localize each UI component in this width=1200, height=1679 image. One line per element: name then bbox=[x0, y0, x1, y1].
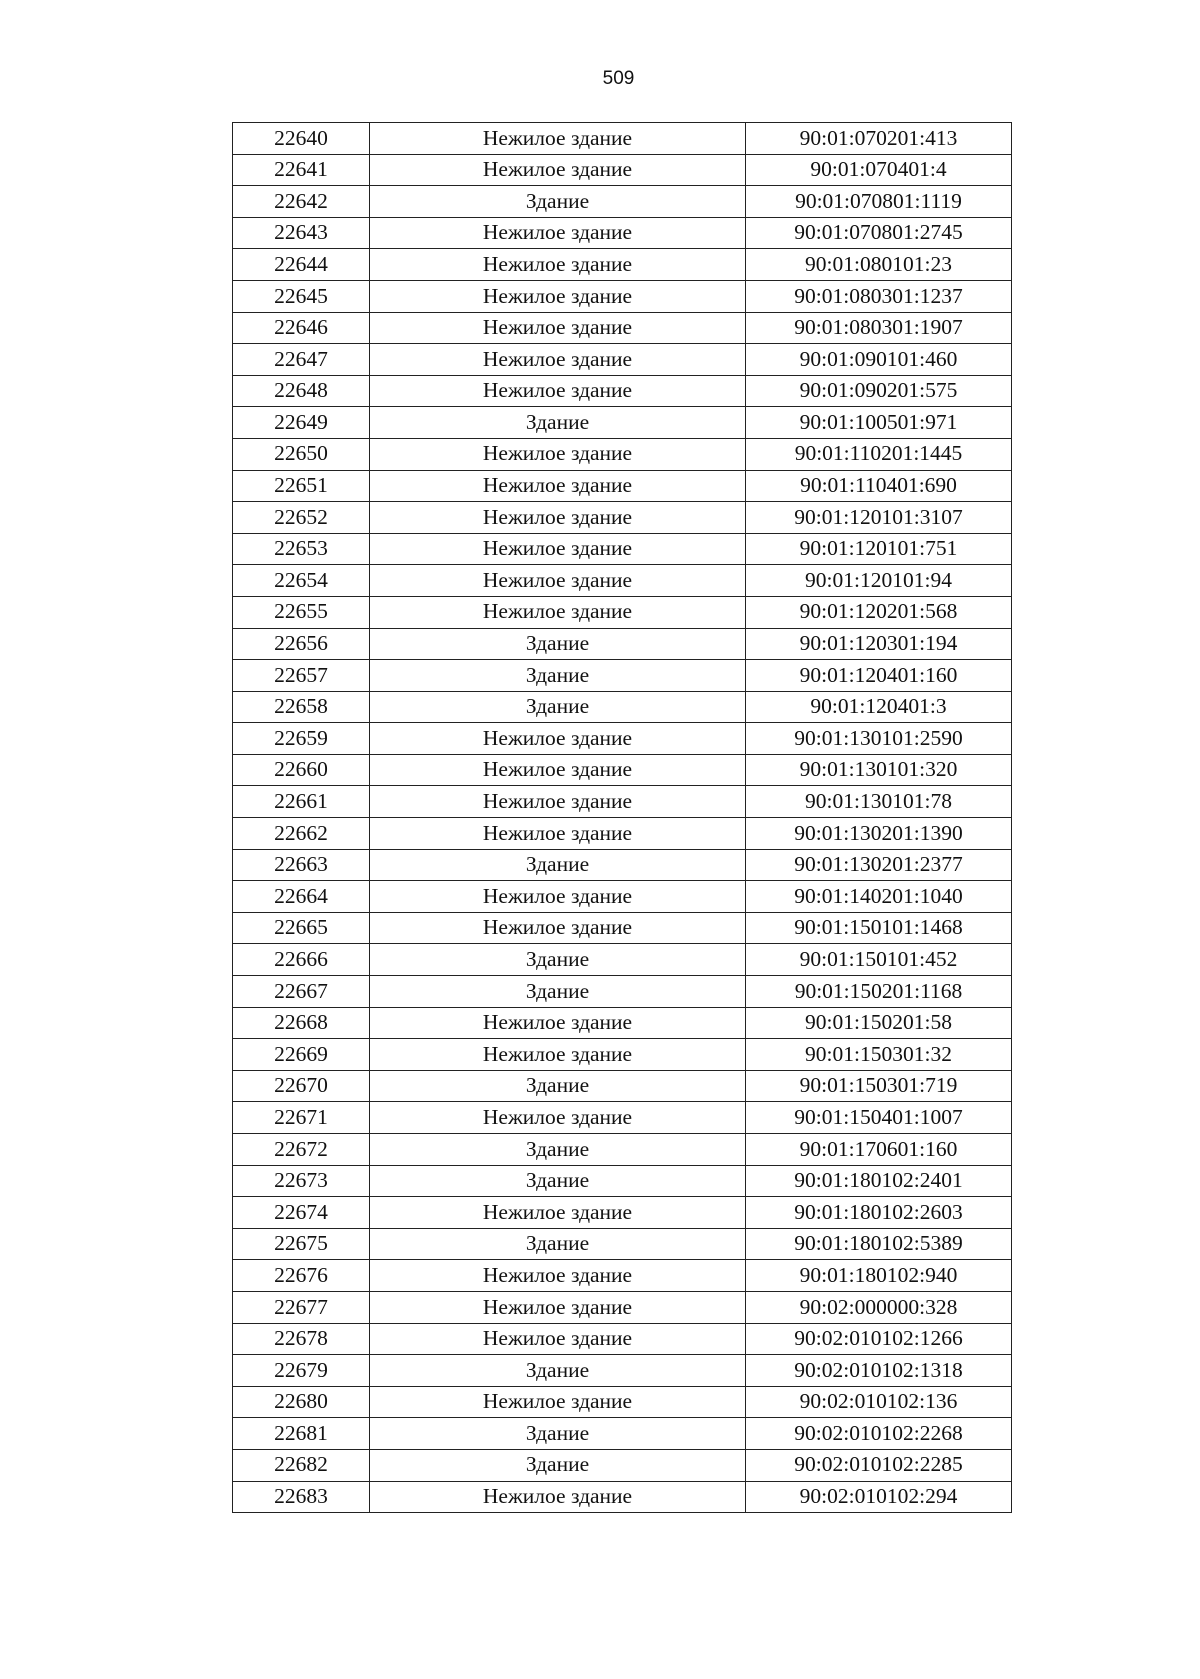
object-type-cell: Здание bbox=[370, 660, 746, 692]
object-type-cell: Нежилое здание bbox=[370, 375, 746, 407]
cadastral-number-cell: 90:01:180102:940 bbox=[746, 1260, 1012, 1292]
table-row bbox=[233, 1134, 1012, 1166]
object-type-cell: Здание bbox=[370, 1228, 746, 1260]
row-number-cell: 22657 bbox=[233, 660, 370, 692]
row-number-cell: 22664 bbox=[233, 881, 370, 913]
cadastral-number-cell: 90:01:150401:1007 bbox=[746, 1102, 1012, 1134]
cadastral-number-cell: 90:01:120101:751 bbox=[746, 533, 1012, 565]
table-row bbox=[233, 186, 1012, 218]
object-type-cell: Здание bbox=[370, 944, 746, 976]
cadastral-number-cell: 90:02:010102:294 bbox=[746, 1481, 1012, 1513]
table-row bbox=[233, 786, 1012, 818]
cadastral-number-cell: 90:01:130201:1390 bbox=[746, 818, 1012, 850]
object-type-cell: Нежилое здание bbox=[370, 1291, 746, 1323]
object-type-cell: Нежилое здание bbox=[370, 249, 746, 281]
row-number-cell: 22666 bbox=[233, 944, 370, 976]
row-number-cell: 22640 bbox=[233, 123, 370, 155]
table-row bbox=[233, 976, 1012, 1008]
object-type-cell: Нежилое здание bbox=[370, 470, 746, 502]
object-type-cell: Здание bbox=[370, 1070, 746, 1102]
object-type-cell: Здание bbox=[370, 407, 746, 439]
object-type-cell: Нежилое здание bbox=[370, 723, 746, 755]
row-number-cell: 22676 bbox=[233, 1260, 370, 1292]
row-number-cell: 22650 bbox=[233, 438, 370, 470]
object-type-cell: Нежилое здание bbox=[370, 1007, 746, 1039]
table-row bbox=[233, 1228, 1012, 1260]
row-number-cell: 22644 bbox=[233, 249, 370, 281]
property-registry-table bbox=[232, 122, 1012, 1513]
object-type-cell: Здание bbox=[370, 849, 746, 881]
table-row bbox=[233, 818, 1012, 850]
cadastral-number-cell: 90:01:150101:1468 bbox=[746, 912, 1012, 944]
table-row bbox=[233, 881, 1012, 913]
row-number-cell: 22642 bbox=[233, 186, 370, 218]
cadastral-number-cell: 90:01:070401:4 bbox=[746, 154, 1012, 186]
object-type-cell: Нежилое здание bbox=[370, 1102, 746, 1134]
table-row bbox=[233, 502, 1012, 534]
table-row bbox=[233, 438, 1012, 470]
row-number-cell: 22671 bbox=[233, 1102, 370, 1134]
cadastral-number-cell: 90:02:010102:1266 bbox=[746, 1323, 1012, 1355]
cadastral-number-cell: 90:02:010102:1318 bbox=[746, 1355, 1012, 1387]
object-type-cell: Нежилое здание bbox=[370, 1197, 746, 1229]
cadastral-number-cell: 90:01:120101:94 bbox=[746, 565, 1012, 597]
table-row bbox=[233, 723, 1012, 755]
object-type-cell: Нежилое здание bbox=[370, 502, 746, 534]
row-number-cell: 22670 bbox=[233, 1070, 370, 1102]
row-number-cell: 22682 bbox=[233, 1449, 370, 1481]
cadastral-number-cell: 90:01:150301:32 bbox=[746, 1039, 1012, 1071]
row-number-cell: 22669 bbox=[233, 1039, 370, 1071]
row-number-cell: 22652 bbox=[233, 502, 370, 534]
cadastral-number-cell: 90:01:080301:1237 bbox=[746, 280, 1012, 312]
table-row bbox=[233, 344, 1012, 376]
object-type-cell: Нежилое здание bbox=[370, 596, 746, 628]
object-type-cell: Здание bbox=[370, 628, 746, 660]
row-number-cell: 22674 bbox=[233, 1197, 370, 1229]
object-type-cell: Нежилое здание bbox=[370, 818, 746, 850]
row-number-cell: 22651 bbox=[233, 470, 370, 502]
table-row bbox=[233, 280, 1012, 312]
cadastral-number-cell: 90:01:150201:1168 bbox=[746, 976, 1012, 1008]
object-type-cell: Нежилое здание bbox=[370, 1386, 746, 1418]
row-number-cell: 22658 bbox=[233, 691, 370, 723]
object-type-cell: Здание bbox=[370, 1449, 746, 1481]
row-number-cell: 22655 bbox=[233, 596, 370, 628]
table-row bbox=[233, 123, 1012, 155]
object-type-cell: Нежилое здание bbox=[370, 754, 746, 786]
table-row bbox=[233, 1449, 1012, 1481]
row-number-cell: 22649 bbox=[233, 407, 370, 439]
cadastral-number-cell: 90:01:080301:1907 bbox=[746, 312, 1012, 344]
object-type-cell: Здание bbox=[370, 691, 746, 723]
table-row bbox=[233, 1039, 1012, 1071]
table-row bbox=[233, 1355, 1012, 1387]
table-row bbox=[233, 565, 1012, 597]
cadastral-number-cell: 90:02:000000:328 bbox=[746, 1291, 1012, 1323]
row-number-cell: 22648 bbox=[233, 375, 370, 407]
row-number-cell: 22661 bbox=[233, 786, 370, 818]
object-type-cell: Нежилое здание bbox=[370, 1260, 746, 1292]
table-row bbox=[233, 691, 1012, 723]
table-row bbox=[233, 596, 1012, 628]
row-number-cell: 22643 bbox=[233, 217, 370, 249]
row-number-cell: 22668 bbox=[233, 1007, 370, 1039]
object-type-cell: Нежилое здание bbox=[370, 438, 746, 470]
object-type-cell: Нежилое здание bbox=[370, 123, 746, 155]
object-type-cell: Нежилое здание bbox=[370, 565, 746, 597]
object-type-cell: Здание bbox=[370, 1165, 746, 1197]
row-number-cell: 22653 bbox=[233, 533, 370, 565]
object-type-cell: Нежилое здание bbox=[370, 217, 746, 249]
cadastral-number-cell: 90:01:120401:160 bbox=[746, 660, 1012, 692]
object-type-cell: Нежилое здание bbox=[370, 533, 746, 565]
object-type-cell: Нежилое здание bbox=[370, 344, 746, 376]
row-number-cell: 22677 bbox=[233, 1291, 370, 1323]
table-row bbox=[233, 1291, 1012, 1323]
row-number-cell: 22675 bbox=[233, 1228, 370, 1260]
cadastral-number-cell: 90:01:180102:2603 bbox=[746, 1197, 1012, 1229]
row-number-cell: 22659 bbox=[233, 723, 370, 755]
cadastral-number-cell: 90:02:010102:2285 bbox=[746, 1449, 1012, 1481]
table-row bbox=[233, 217, 1012, 249]
row-number-cell: 22672 bbox=[233, 1134, 370, 1166]
cadastral-number-cell: 90:01:120401:3 bbox=[746, 691, 1012, 723]
table-row bbox=[233, 1386, 1012, 1418]
cadastral-number-cell: 90:01:070801:1119 bbox=[746, 186, 1012, 218]
table-row bbox=[233, 249, 1012, 281]
row-number-cell: 22680 bbox=[233, 1386, 370, 1418]
table-row bbox=[233, 912, 1012, 944]
object-type-cell: Здание bbox=[370, 1355, 746, 1387]
row-number-cell: 22663 bbox=[233, 849, 370, 881]
cadastral-number-cell: 90:01:180102:5389 bbox=[746, 1228, 1012, 1260]
table-row bbox=[233, 407, 1012, 439]
row-number-cell: 22641 bbox=[233, 154, 370, 186]
cadastral-number-cell: 90:01:120101:3107 bbox=[746, 502, 1012, 534]
object-type-cell: Нежилое здание bbox=[370, 912, 746, 944]
table-row bbox=[233, 533, 1012, 565]
cadastral-number-cell: 90:01:100501:971 bbox=[746, 407, 1012, 439]
table-row bbox=[233, 375, 1012, 407]
cadastral-number-cell: 90:01:150201:58 bbox=[746, 1007, 1012, 1039]
cadastral-number-cell: 90:01:130101:2590 bbox=[746, 723, 1012, 755]
row-number-cell: 22679 bbox=[233, 1355, 370, 1387]
table-row bbox=[233, 312, 1012, 344]
object-type-cell: Здание bbox=[370, 186, 746, 218]
cadastral-number-cell: 90:01:140201:1040 bbox=[746, 881, 1012, 913]
cadastral-number-cell: 90:01:120301:194 bbox=[746, 628, 1012, 660]
row-number-cell: 22673 bbox=[233, 1165, 370, 1197]
cadastral-number-cell: 90:01:180102:2401 bbox=[746, 1165, 1012, 1197]
table-row bbox=[233, 1260, 1012, 1292]
table-row bbox=[233, 1197, 1012, 1229]
table-row bbox=[233, 1481, 1012, 1513]
cadastral-number-cell: 90:01:150101:452 bbox=[746, 944, 1012, 976]
object-type-cell: Здание bbox=[370, 976, 746, 1008]
cadastral-number-cell: 90:01:090201:575 bbox=[746, 375, 1012, 407]
row-number-cell: 22665 bbox=[233, 912, 370, 944]
object-type-cell: Нежилое здание bbox=[370, 280, 746, 312]
cadastral-number-cell: 90:01:130101:320 bbox=[746, 754, 1012, 786]
cadastral-number-cell: 90:01:130101:78 bbox=[746, 786, 1012, 818]
object-type-cell: Нежилое здание bbox=[370, 312, 746, 344]
row-number-cell: 22662 bbox=[233, 818, 370, 850]
cadastral-number-cell: 90:01:170601:160 bbox=[746, 1134, 1012, 1166]
page-number: 509 bbox=[602, 68, 635, 89]
row-number-cell: 22660 bbox=[233, 754, 370, 786]
cadastral-number-cell: 90:01:070201:413 bbox=[746, 123, 1012, 155]
object-type-cell: Здание bbox=[370, 1418, 746, 1450]
row-number-cell: 22654 bbox=[233, 565, 370, 597]
table-row bbox=[233, 628, 1012, 660]
table-row bbox=[233, 1070, 1012, 1102]
row-number-cell: 22647 bbox=[233, 344, 370, 376]
row-number-cell: 22646 bbox=[233, 312, 370, 344]
cadastral-number-cell: 90:01:110201:1445 bbox=[746, 438, 1012, 470]
object-type-cell: Нежилое здание bbox=[370, 1323, 746, 1355]
table-row bbox=[233, 1323, 1012, 1355]
object-type-cell: Нежилое здание bbox=[370, 154, 746, 186]
object-type-cell: Нежилое здание bbox=[370, 1481, 746, 1513]
cadastral-number-cell: 90:01:110401:690 bbox=[746, 470, 1012, 502]
row-number-cell: 22645 bbox=[233, 280, 370, 312]
table-row bbox=[233, 754, 1012, 786]
cadastral-number-cell: 90:01:080101:23 bbox=[746, 249, 1012, 281]
row-number-cell: 22681 bbox=[233, 1418, 370, 1450]
table-row bbox=[233, 470, 1012, 502]
cadastral-number-cell: 90:01:120201:568 bbox=[746, 596, 1012, 628]
row-number-cell: 22667 bbox=[233, 976, 370, 1008]
object-type-cell: Нежилое здание bbox=[370, 786, 746, 818]
object-type-cell: Нежилое здание bbox=[370, 1039, 746, 1071]
cadastral-number-cell: 90:01:130201:2377 bbox=[746, 849, 1012, 881]
row-number-cell: 22683 bbox=[233, 1481, 370, 1513]
table-body bbox=[233, 123, 1012, 1513]
row-number-cell: 22656 bbox=[233, 628, 370, 660]
table-row bbox=[233, 1102, 1012, 1134]
object-type-cell: Нежилое здание bbox=[370, 881, 746, 913]
cadastral-number-cell: 90:01:090101:460 bbox=[746, 344, 1012, 376]
cadastral-number-cell: 90:01:150301:719 bbox=[746, 1070, 1012, 1102]
table-row bbox=[233, 849, 1012, 881]
cadastral-number-cell: 90:02:010102:2268 bbox=[746, 1418, 1012, 1450]
object-type-cell: Здание bbox=[370, 1134, 746, 1166]
table-row bbox=[233, 660, 1012, 692]
table-row bbox=[233, 154, 1012, 186]
cadastral-number-cell: 90:02:010102:136 bbox=[746, 1386, 1012, 1418]
table-row bbox=[233, 1007, 1012, 1039]
table-row bbox=[233, 944, 1012, 976]
cadastral-number-cell: 90:01:070801:2745 bbox=[746, 217, 1012, 249]
table-row bbox=[233, 1165, 1012, 1197]
row-number-cell: 22678 bbox=[233, 1323, 370, 1355]
table-row bbox=[233, 1418, 1012, 1450]
